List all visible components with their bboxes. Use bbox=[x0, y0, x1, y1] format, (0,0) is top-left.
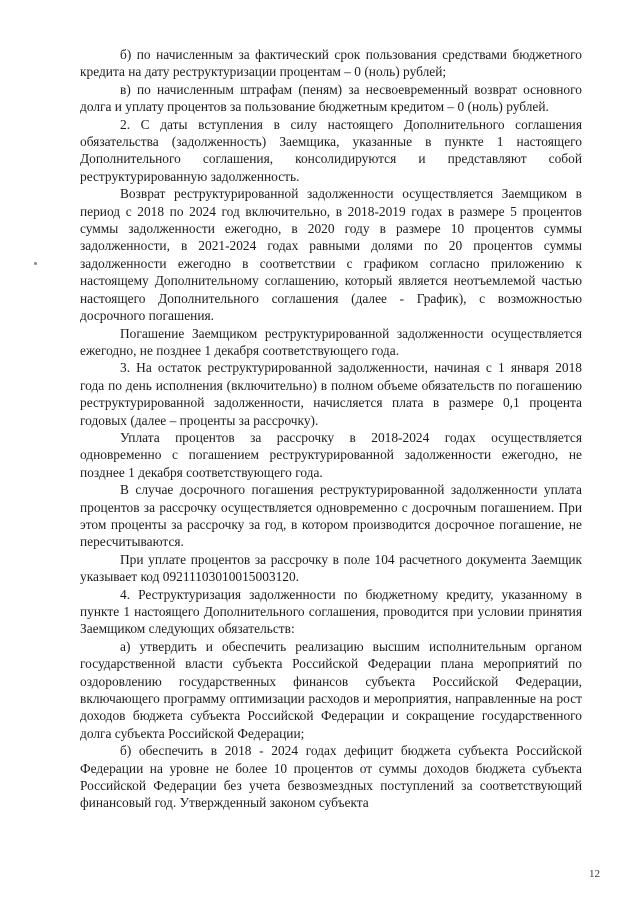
paragraph-b-deficit-limit: б) обеспечить в 2018 - 2024 годах дефицит бюджета субъекта Российской Федерации на уровне не более 10 процентов от суммы доходов бюджета субъекта Российской Федерации без учета безвозмездных поступлений за соответствующий финансовый год. Утвержденный законом субъекта bbox=[80, 743, 582, 811]
paragraph-repayment-schedule: Возврат реструктурированной задолженности осуществляется Заемщиком в период с 2018 по 2024 год включительно, в 2018-2019 годах в размере 5 процентов суммы задолженности ежегодно, в 2020 году в размере 10 процентов суммы задолженности, в 2021-2024 годах равными долями по 20 процентов суммы задолженности ежегодно в соответствии с графиком согласно приложению к настоящему Дополнительному соглашению, который является неотъемлемой частью настоящего Дополнительного соглашения (далее - График), с возможностью досрочного погашения. bbox=[80, 186, 582, 324]
paragraph-2-consolidation: 2. С даты вступления в силу настоящего Дополнительного соглашения обязательства (задолженность) Заемщика, указанные в пункте 1 настоящего Дополнительного соглашения, консолидируются и представляют собой реструктурированную задолженность. bbox=[80, 116, 582, 184]
paragraph-b-interest: б) по начисленным за фактический срок пользования средствами бюджетного кредита на дату реструктуризации процентам – 0 (ноль) рублей; bbox=[80, 47, 582, 80]
document-body bbox=[80, 46, 582, 812]
paragraph-a-recovery-plan: а) утвердить и обеспечить реализацию высшим исполнительным органом государственной власти субъекта Российской Федерации плана мероприятий по оздоровлению государственных финансов субъекта Российской Федерации, включающего программу оптимизации расходов и мероприятия, направленные на рост доходов бюджета субъекта Российской Федерации и сокращение государственного долга субъекта Российской Федерации; bbox=[80, 638, 582, 741]
paragraph-early-repayment: В случае досрочного погашения реструктурированной задолженности уплата процентов за рассрочку осуществляется одновременно с досрочным погашением. При этом проценты за рассрочку за год, в котором производится досрочное погашение, не пересчитываются. bbox=[80, 482, 582, 550]
paragraph-v-penalties: в) по начисленным штрафам (пеням) за несвоевременный возврат основного долга и уплату процентов за пользование бюджетным кредитом – 0 (ноль) рублей. bbox=[80, 81, 582, 115]
paragraph-interest-payment: Уплата процентов за рассрочку в 2018-2024 годах осуществляется одновременно с погашением реструктурированной задолженности ежегодно, не позднее 1 декабря соответствующего года. bbox=[80, 429, 582, 480]
scan-speck bbox=[34, 262, 37, 265]
paragraph-4-conditions: 4. Реструктуризация задолженности по бюджетному кредиту, указанному в пункте 1 настоящего Дополнительного соглашения, проводится при условии принятия Заемщиком следующих обязательств: bbox=[80, 586, 582, 637]
paragraph-payment-code: При уплате процентов за рассрочку в поле 104 расчетного документа Заемщик указывает код 09211103010015003120. bbox=[80, 551, 582, 585]
page-number: 12 bbox=[589, 868, 600, 880]
paragraph-repayment-deadline: Погашение Заемщиком реструктурированной задолженности осуществляется ежегодно, не позднее 1 декабря соответствующего года. bbox=[80, 325, 582, 358]
paragraph-3-installment-fee: 3. На остаток реструктурированной задолженности, начиная с 1 января 2018 года по день исполнения (включительно) в полном объеме обязательств по погашению реструктурированной задолженности, начисляется плата в размере 0,1 процента годовых (далее – проценты за рассрочку). bbox=[80, 360, 582, 428]
